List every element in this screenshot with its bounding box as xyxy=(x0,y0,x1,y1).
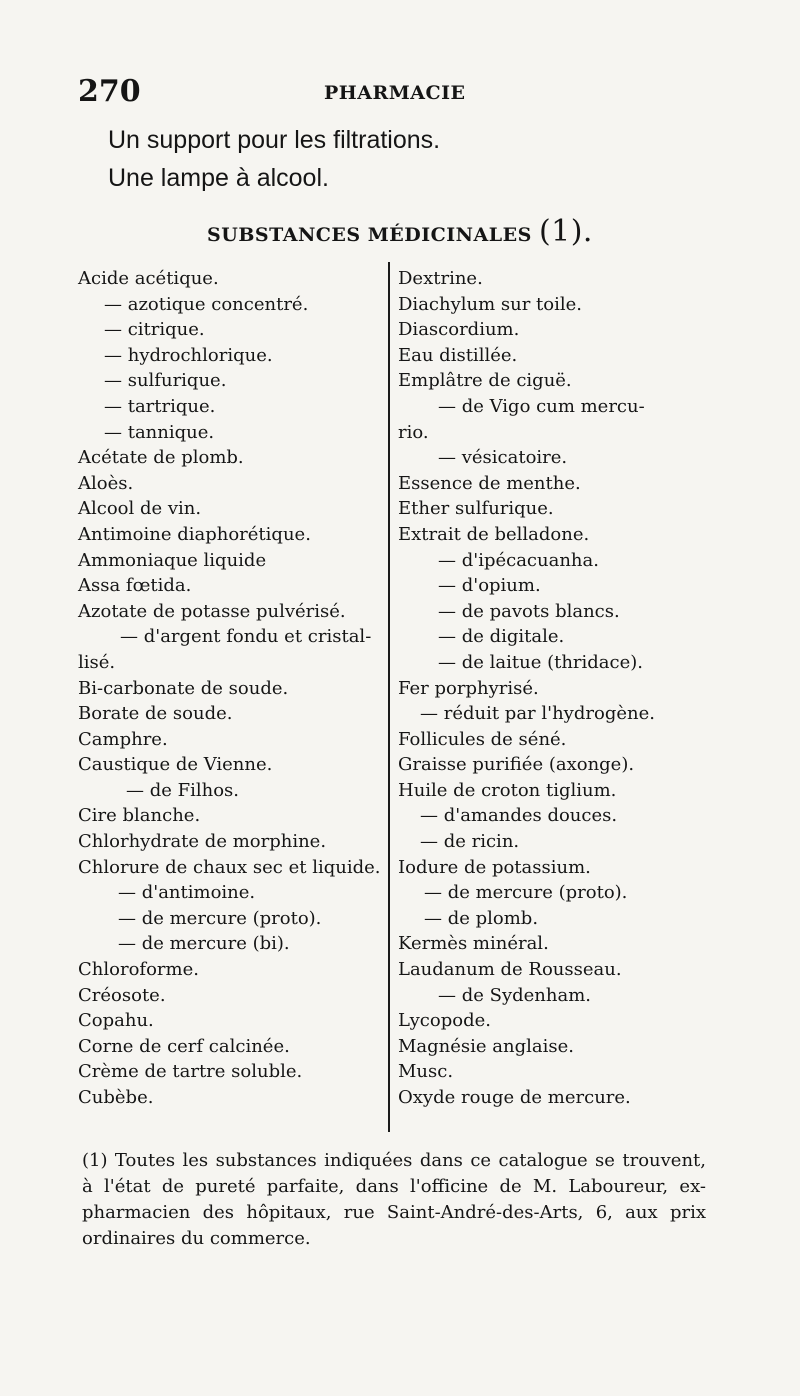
substance-entry: Extrait de belladone. xyxy=(398,523,590,545)
substance-entry: Ether sulfurique. xyxy=(398,498,554,520)
substance-entry: Lycopode. xyxy=(398,1010,491,1032)
substance-entry: Camphre. xyxy=(78,728,168,750)
substance-entry: Emplâtre de ciguë. xyxy=(398,370,572,392)
substance-entry: lisé. xyxy=(78,651,116,673)
substance-entry: Laudanum de Rousseau. xyxy=(398,959,622,981)
substance-entry: — de pavots blancs. xyxy=(438,600,620,622)
substance-entry: Acide acétique. xyxy=(78,268,219,289)
substance-entry: Chloroforme. xyxy=(78,959,199,981)
substance-entry: Acétate de plomb. xyxy=(78,447,244,469)
substance-entry: — d'amandes douces. xyxy=(420,805,618,827)
substance-entry: — tartrique. xyxy=(104,395,216,417)
substance-entry: Azotate de potasse pulvérisé. xyxy=(78,600,346,622)
substance-entry: — d'antimoine. xyxy=(118,882,256,904)
substance-entry: — de Sydenham. xyxy=(438,984,591,1006)
intro-line: Une lampe à alcool. xyxy=(108,164,329,192)
substance-entry: — tannique. xyxy=(104,421,215,443)
substance-entry: — d'argent fondu et cristal- xyxy=(120,626,372,648)
substance-entry: Graisse purifiée (axonge). xyxy=(398,754,635,776)
substance-entry: — de Filhos. xyxy=(126,779,240,801)
substance-entry: — azotique concentré. xyxy=(104,293,309,315)
substance-entry: — de laitue (thridace). xyxy=(438,651,644,673)
page-number: 270 xyxy=(78,74,141,109)
running-head xyxy=(78,74,638,114)
left-column xyxy=(78,266,383,1111)
substance-entry: Assa fœtida. xyxy=(78,575,192,597)
substance-entry: rio. xyxy=(398,421,429,443)
substance-entry: Dextrine. xyxy=(398,268,483,289)
substance-entry: Iodure de potassium. xyxy=(398,856,591,878)
substance-entry: — d'opium. xyxy=(438,575,541,597)
section-title xyxy=(0,214,800,249)
substance-entry: Follicules de séné. xyxy=(398,728,567,750)
substance-entry: Essence de menthe. xyxy=(398,472,581,494)
substance-entry: Oxyde rouge de mercure. xyxy=(398,1087,631,1108)
substance-entry: — de plomb. xyxy=(424,907,539,929)
running-title: PHARMACIE xyxy=(324,82,466,104)
substance-entry: Eau distillée. xyxy=(398,344,518,366)
substance-entry: — d'ipécacuanha. xyxy=(438,549,599,571)
substance-entry: — vésicatoire. xyxy=(438,447,568,469)
substance-entry: Créosote. xyxy=(78,984,166,1006)
substance-entry: Borate de soude. xyxy=(78,703,233,725)
intro-line: Un support pour les filtrations. xyxy=(108,126,441,154)
substance-entry: Ammoniaque liquide xyxy=(78,549,267,571)
substance-entry: Alcool de vin. xyxy=(78,498,202,520)
substance-entry: Fer porphyrisé. xyxy=(398,677,539,699)
substance-entry: — de ricin. xyxy=(420,831,520,853)
substance-entry: Antimoine diaphorétique. xyxy=(78,523,311,545)
substance-entry: — de mercure (proto). xyxy=(424,882,628,904)
right-column xyxy=(398,266,718,1111)
footnote: (1) Toutes les substances indiquées dans ce catalogue se trouvent, à l'état de pureté parfaite, dans l'officine de M. Laboureur, ex-pharmacien des hôpitaux, rue Saint-André-des-Arts, 6, aux prix ordinaires du commerce. xyxy=(82,1150,706,1249)
section-title-text: SUBSTANCES MÉDICINALES xyxy=(207,224,532,246)
substance-entry: Huile de croton tiglium. xyxy=(398,779,617,801)
substance-entry: Musc. xyxy=(398,1061,454,1083)
substance-entry: — de Vigo cum mercu- xyxy=(438,395,645,417)
substance-entry: Corne de cerf calcinée. xyxy=(78,1035,290,1057)
footnote-reference: (1). xyxy=(538,214,593,249)
substance-entry: Bi-carbonate de soude. xyxy=(78,677,289,699)
substance-entry: — de mercure (proto). xyxy=(118,907,322,929)
substance-entry: — de mercure (bi). xyxy=(118,933,290,955)
substance-entry: Cubèbe. xyxy=(78,1087,154,1108)
substance-entry: Caustique de Vienne. xyxy=(78,754,273,776)
substance-entry: Magnésie anglaise. xyxy=(398,1035,575,1057)
substance-entry: Kermès minéral. xyxy=(398,933,549,955)
substance-entry: Crème de tartre soluble. xyxy=(78,1061,303,1083)
substance-entry: Diascordium. xyxy=(398,319,520,341)
column-divider xyxy=(388,262,390,1132)
substance-entry: Cire blanche. xyxy=(78,805,201,827)
substance-entry: Aloès. xyxy=(78,472,134,494)
substance-entry: Chlorhydrate de morphine. xyxy=(78,831,327,853)
substance-entry: Diachylum sur toile. xyxy=(398,293,583,315)
substance-entry: — sulfurique. xyxy=(104,370,227,392)
substance-entry: — de digitale. xyxy=(438,626,565,648)
substance-entry: — hydrochlorique. xyxy=(104,344,273,366)
substance-entry: — citrique. xyxy=(104,319,205,341)
substance-entry: Copahu. xyxy=(78,1010,154,1032)
substance-entry: Chlorure de chaux sec et liquide. xyxy=(78,856,381,878)
substance-entry: — réduit par l'hydrogène. xyxy=(420,703,655,725)
